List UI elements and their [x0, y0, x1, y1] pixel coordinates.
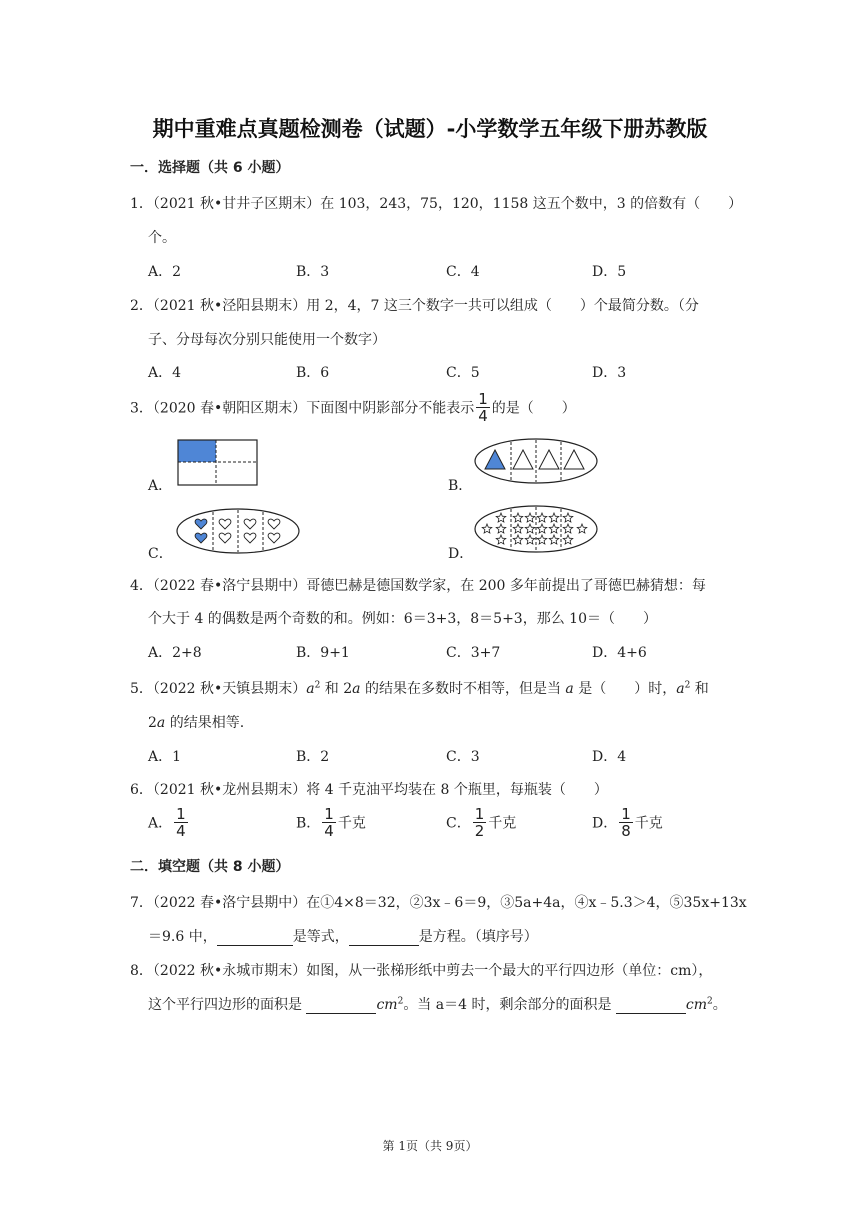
q5-var: a: [352, 681, 361, 697]
star-icon: [563, 513, 573, 522]
star-icon: [563, 524, 573, 533]
question-4-line-1: 4．（2022 春•洛宁县期中）哥德巴赫是德国数学家，在 200 多年前提出了哥德巴赫猜想：每: [130, 578, 706, 594]
q5-var: a: [565, 681, 574, 697]
q5-exponent: 2: [684, 680, 691, 691]
q3-label-d: D．: [448, 546, 474, 562]
star-icon: [513, 524, 523, 533]
question-4-line-2: 个大于 4 的偶数是两个奇数的和。例如：6＝3+3，8＝5+3，那么 10＝（ ）: [148, 611, 657, 627]
fraction-num: 1: [621, 805, 631, 823]
q6-option-d-unit: 千克: [634, 815, 663, 832]
q5-option-d: D．4: [592, 749, 627, 765]
q4-option-b: B．9+1: [296, 645, 350, 661]
q6-option-b-label: B．: [296, 815, 321, 832]
q7-blank-1[interactable]: [217, 931, 293, 946]
question-8-line-1: 8．（2022 秋•永城市期末）如图，从一张梯形纸中剪去一个最大的平行四边形（单位：cm），: [130, 963, 713, 979]
q3-fraction-num: 1: [478, 390, 488, 408]
question-1-line-1: 1．（2021 秋•甘井子区期末）在 103，243，75，120，1158 这五个数中，3 的倍数有（ ）: [130, 196, 743, 212]
q2-option-d: D．3: [592, 365, 627, 381]
q5-option-a: A．1: [148, 749, 182, 765]
q6-option-c-label: C．: [446, 815, 471, 832]
question-7-line-1: 7．（2022 春•洛宁县期中）在①4×8＝32，②3x﹣6＝9，③5a+4a，④x﹣5.3＞4，⑤35x+13x: [130, 895, 747, 911]
star-icon: [525, 513, 535, 522]
q5-exponent: 2: [314, 680, 321, 691]
q5-part-2: 和 2: [320, 681, 353, 697]
q5-var: a: [306, 681, 315, 697]
q2-option-c: C．5: [446, 365, 480, 381]
star-icon: [549, 513, 559, 522]
q5-line2-coef: 2: [148, 715, 157, 731]
question-3-line: [130, 391, 576, 424]
fraction-den: 4: [324, 822, 334, 840]
star-icon: [577, 524, 587, 533]
q8-blank-2[interactable]: [616, 999, 686, 1014]
q3-figure-d-stars: [474, 505, 598, 553]
star-icon: [513, 513, 523, 522]
q6-option-a: [148, 806, 190, 839]
question-5-line-1: [130, 678, 709, 698]
q7-text-b: 是等式，: [292, 929, 349, 945]
star-icon: [563, 535, 573, 544]
q5-part-3: 的结果在多数时不相等，但是当: [360, 681, 566, 697]
star-icon: [496, 535, 506, 544]
star-icon: [496, 524, 506, 533]
q5-option-b: B．2: [296, 749, 330, 765]
q3-figure-a-rectangle: [177, 439, 259, 486]
q4-option-d: D．4+6: [592, 645, 647, 661]
q6-option-c: [446, 806, 516, 839]
page-title: 期中重难点真题检测卷（试题）-小学数学五年级下册苏教版: [152, 117, 708, 141]
star-icon: [549, 535, 559, 544]
q6-option-a-label: A．: [148, 815, 173, 832]
question-2-line-2: 子、分母每次分别只能使用一个数字）: [148, 332, 386, 348]
question-2-line-1: 2．（2021 秋•泾阳县期末）用 2，4，7 这三个数字一共可以组成（ ）个最简分数。（分: [130, 298, 699, 314]
star-icon: [537, 535, 547, 544]
q5-line2-text: 的结果相等.: [165, 715, 245, 731]
q6-option-d-fraction: [619, 806, 633, 839]
q8-exponent: 2: [707, 996, 713, 1007]
star-icon: [537, 513, 547, 522]
question-8-line-2: [148, 994, 727, 1014]
q3-fraction-den: 4: [478, 407, 488, 425]
q6-option-a-fraction: [174, 806, 188, 839]
q3-prefix: 3．（2020 春•朝阳区期末）下面图中阴影部分不能表示: [130, 400, 475, 417]
q5-part-5: 和: [690, 681, 709, 697]
question-7-line-2: [148, 926, 538, 946]
q4-option-a: A．2+8: [148, 645, 202, 661]
q5-var: a: [676, 681, 685, 697]
q2-option-b: B．6: [296, 365, 330, 381]
q6-option-b-fraction: [322, 806, 336, 839]
q6-option-b: [296, 806, 366, 839]
q2-option-a: A．4: [148, 365, 182, 381]
star-icon: [525, 535, 535, 544]
q3-fraction: [476, 391, 490, 424]
q8-text-a: 这个平行四边形的面积是: [148, 997, 307, 1013]
q5-var: a: [156, 715, 166, 731]
q5-option-c: C．3: [446, 749, 480, 765]
star-icon: [482, 524, 492, 533]
star-icon: [513, 535, 523, 544]
q6-option-d: [592, 806, 663, 839]
q1-option-b: B．3: [296, 264, 330, 280]
q8-text-c: 。: [712, 997, 727, 1013]
q6-option-c-unit: 千克: [488, 815, 517, 832]
q8-unit: cm: [685, 997, 708, 1013]
q3-figure-b-triangles: [474, 438, 598, 484]
q3-label-c: C．: [148, 546, 173, 562]
q6-option-b-unit: 千克: [337, 815, 366, 832]
question-1-line-2: 个。: [148, 230, 176, 246]
fraction-num: 1: [324, 805, 334, 823]
fraction-den: 8: [621, 822, 631, 840]
section-heading-fill: 二．填空题（共 8 小题）: [130, 859, 290, 875]
q7-text-c: 是方程。（填序号）: [418, 929, 538, 945]
q8-exponent: 2: [397, 996, 404, 1007]
q6-option-c-fraction: [473, 806, 487, 839]
q7-blank-2[interactable]: [349, 931, 419, 946]
q1-option-d: D．5: [592, 264, 627, 280]
fraction-num: 1: [176, 805, 186, 823]
q3-figure-c-hearts: [176, 508, 300, 554]
q5-part-4: 是（ ）时，: [573, 681, 677, 697]
q5-part-1: 5．（2022 秋•天镇县期末）: [130, 681, 307, 697]
section-heading-choice: 一．选择题（共 6 小题）: [130, 160, 290, 176]
q8-blank-1[interactable]: [306, 999, 376, 1014]
fraction-den: 4: [176, 822, 186, 840]
question-6-line-1: 6．（2021 秋•龙州县期末）将 4 千克油平均装在 8 个瓶里，每瓶装（ ）: [130, 782, 608, 798]
q7-text-a: ＝9.6 中，: [148, 929, 217, 945]
star-icon: [537, 524, 547, 533]
q1-option-a: A．2: [148, 264, 182, 280]
q3-suffix: 的是（ ）: [491, 400, 576, 417]
star-icon: [496, 513, 506, 522]
star-icon: [525, 524, 535, 533]
q3-label-b: B．: [448, 478, 473, 494]
fraction-den: 2: [474, 822, 485, 840]
question-5-line-2: [148, 712, 244, 732]
q3-label-a: A．: [148, 478, 173, 494]
q4-option-c: C．3+7: [446, 645, 501, 661]
star-icon: [549, 524, 559, 533]
fraction-num: 1: [474, 805, 485, 823]
q8-unit: cm: [376, 997, 398, 1013]
page-footer: 第 1页（共 9页）: [382, 1139, 478, 1153]
q1-option-c: C．4: [446, 264, 480, 280]
q6-option-d-label: D．: [592, 815, 618, 832]
q8-text-b: 。当 a＝4 时，剩余部分的面积是: [403, 997, 616, 1013]
